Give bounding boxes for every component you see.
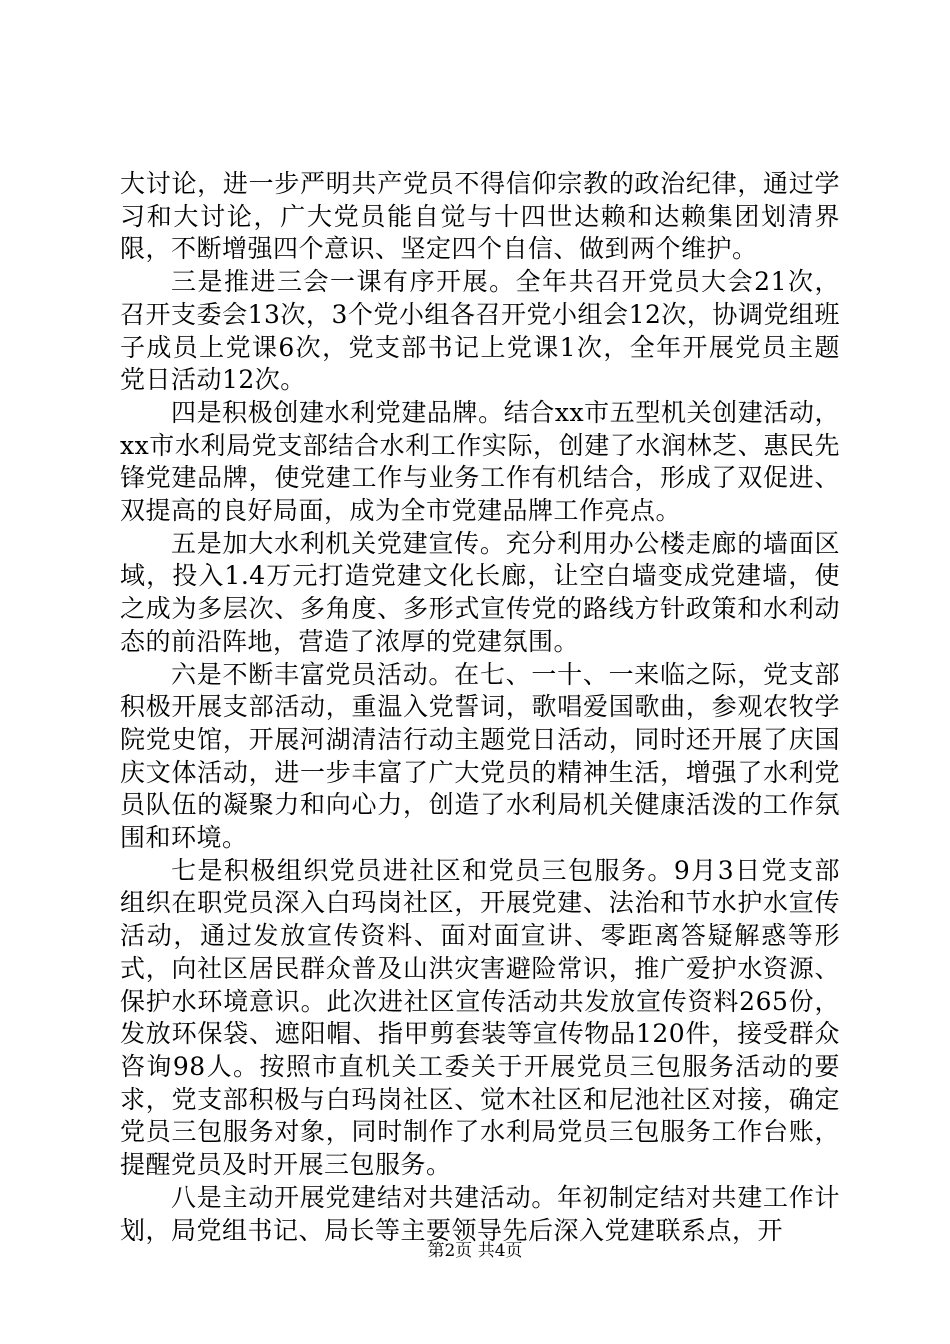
paragraph-item-seven: 七是积极组织党员进社区和党员三包服务。9月3日党支部组织在职党员深入白玛岗社区，开展党建、法治和节水护水宣传活动，通过发放宣传资料、面对面宣讲、零距离答疑解惑等形式，向社区居民群众普及山洪灾害避险常识，推广爱护水资源、保护水环境意识。此次进社区宣传活动共发放宣传资料265份，发放环保袋、遮阳帽、指甲剪套装等宣传物品120件，接受群众咨询98人。按照市直机关工委关于开展党员三包服务活动的要求，党支部积极与白玛岗社区、觉木社区和尼池社区对接，确定党员三包服务对象，同时制作了水利局党员三包服务工作台账，提醒党员及时开展三包服务。 <box>120 855 840 1180</box>
paragraph-item-eight: 八是主动开展党建结对共建活动。年初制定结对共建工作计划，局党组书记、局长等主要领导先后深入党建联系点，开 <box>120 1182 840 1245</box>
paragraph-item-three: 三是推进三会一课有序开展。全年共召开党员大会21次，召开支委会13次，3个党小组各召开党小组会12次，协调党组班子成员上党课6次，党支部书记上党课1次，全年开展党员主题党日活动12次。 <box>120 267 840 395</box>
document-body <box>120 168 840 1247</box>
paragraph-item-four: 四是积极创建水利党建品牌。结合xx市五型机关创建活动，xx市水利局党支部结合水利工作实际，创建了水润林芝、惠民先锋党建品牌，使党建工作与业务工作有机结合，形成了双促进、双提高的良好局面，成为全市党建品牌工作亮点。 <box>120 397 840 526</box>
paragraph-item-five: 五是加大水利机关党建宣传。充分利用办公楼走廊的墙面区域，投入1.4万元打造党建文化长廊，让空白墙变成党建墙，使之成为多层次、多角度、多形式宣传党的路线方针政策和水利动态的前沿阵地，营造了浓厚的党建氛围。 <box>120 528 840 656</box>
paragraph-item-six: 六是不断丰富党员活动。在七、一十、一来临之际，党支部积极开展支部活动，重温入党誓词，歌唱爱国歌曲，参观农牧学院党史馆，开展河湖清洁行动主题党日活动，同时还开展了庆国庆文体活动，进一步丰富了广大党员的精神生活，增强了水利党员队伍的凝聚力和向心力，创造了水利局机关健康活泼的工作氛围和环境。 <box>120 659 840 853</box>
paragraph-continuation: 大讨论，进一步严明共产党员不得信仰宗教的政治纪律，通过学习和大讨论，广大党员能自觉与十四世达赖和达赖集团划清界限，不断增强四个意识、坚定四个自信、做到两个维护。 <box>120 169 840 264</box>
page-number-footer: 第2页 共4页 <box>427 1241 523 1261</box>
